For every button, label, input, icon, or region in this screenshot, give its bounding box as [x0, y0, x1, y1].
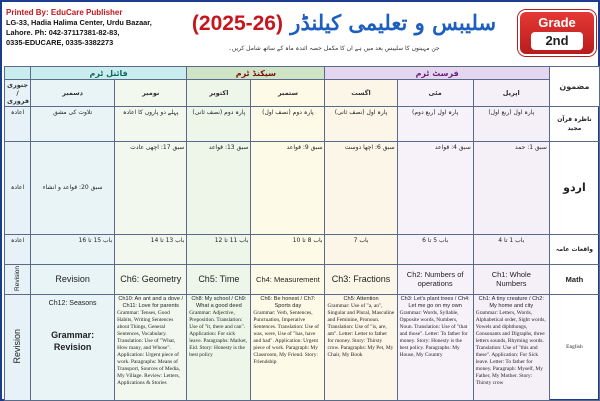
nazra-nov: پہلے دو پاروں کا اعادہ: [115, 107, 187, 141]
row-waqiat: [5, 234, 600, 264]
waqiat-nov: باب 13 تا 14: [115, 234, 187, 264]
month-may: مئی: [397, 80, 473, 107]
month-aug: اگست: [325, 80, 397, 107]
urdu-apr: سبق 1: حمد: [473, 141, 549, 234]
english-nov-chapter: Ch10: An ant and a dove / Ch11: Love for parents: [118, 295, 184, 309]
math-may: Ch2: Numbers of operations: [397, 264, 473, 294]
urdu-may: سبق 4: قواعد: [397, 141, 473, 234]
english-nov-body: Grammar: Tenses, Good Habits, Writing Sentences about Things, General Sentences, Vocabulary. Translation: Use of "What, How many, and Whose". Application: Urgent piece of work. Paragraphs: Means of Transport, Sources of Media, My Village. Review: Letters, Applications & Stories: [117, 309, 181, 386]
math-jan: [5, 264, 31, 294]
waqiat-dec: باب 15 تا 16: [31, 234, 115, 264]
english-oct-body: Grammar: Adjective, Preposition. Translation: Use of "it, there and can". Application: For sick leave. Paragraphs: Market, Eid. Story: Honesty is the best policy: [189, 309, 248, 358]
waqiat-apr: باب 1 تا 4: [473, 234, 549, 264]
month-sep: ستمبر: [251, 80, 325, 107]
urdu-sep: سبق 9: قواعد: [251, 141, 325, 234]
english-sep-body: Grammar: Verb, Sentences, Punctuation, Imperative Sentences. Translation: Use of was, were, Use of "has, have and had". Application: Urgent piece of work. Paragraph: My Classroom, My Friend. Story: Friendship: [253, 309, 319, 365]
publisher-info: [6, 8, 174, 48]
publisher-address-2: Lahore. Ph: 042-37117381-82-83,: [6, 28, 120, 37]
row-math: [5, 264, 600, 294]
math-nov: Ch6: Geometry: [115, 264, 187, 294]
publisher-title: Printed By: EduCare Publisher: [6, 8, 123, 17]
english-apr: [473, 294, 549, 400]
title-year: (2025-26): [191, 12, 283, 35]
subject-urdu: اردو: [549, 141, 599, 234]
english-sep: [251, 294, 325, 400]
english-revision-label: Revision: [12, 328, 23, 364]
month-apr: اپریل: [473, 80, 549, 107]
english-nov: [115, 294, 187, 400]
math-dec: Revision: [31, 264, 115, 294]
nazra-aug: پارہ اول (نصف ثانی): [325, 107, 397, 141]
row-urdu: [5, 141, 600, 234]
english-oct-chapter: Ch8: My school / Ch9: What a good deed: [191, 295, 247, 309]
english-aug: [325, 294, 397, 400]
english-aug-chapter: Ch5: Attention: [343, 295, 379, 302]
row-nazra: [5, 107, 600, 141]
urdu-aug: سبق 6: اچھا دوست: [325, 141, 397, 234]
publisher-address-1: LG-33, Hadia Halima Center, Urdu Bazaar,: [6, 18, 152, 27]
row-english: [5, 294, 600, 400]
math-sep: Ch4: Measurement: [251, 264, 325, 294]
subject-waqiat: واقعات عامہ: [549, 234, 599, 264]
subject-english: English: [549, 294, 599, 400]
subject-math: Math: [549, 264, 599, 294]
english-may-chapter: Ch3: Let's plant trees / Ch4: Let me go on my own: [400, 295, 470, 309]
english-dec: [31, 294, 115, 400]
page-title: [179, 7, 509, 41]
term-first: فرسٹ ٹرم: [325, 67, 549, 80]
math-revision-label: Revision: [14, 265, 22, 291]
grade-value: 2nd: [531, 32, 583, 50]
math-aug: Ch3: Fractions: [325, 264, 397, 294]
nazra-apr: پارہ اول (ربع اول): [473, 107, 549, 141]
waqiat-jan: اعادہ: [5, 234, 31, 264]
waqiat-sep: باب 8 تا 10: [251, 234, 325, 264]
english-may: [397, 294, 473, 400]
math-apr: Ch1: Whole Numbers: [473, 264, 549, 294]
english-aug-body: Grammar: Use of "a, an", Singular and Plural, Masculine and Feminine, Pronoun. Translation: Use of "is, are, am". Letter: Letter to father for money. Story: Thirsty crow. Paragraphs: My Pet, My Chair, My Book: [327, 302, 395, 358]
tagline: جن مہینوں کا سلیبس بعد میں ہے ان کا مکمل حصہ آئندہ ماہ کے ساتھ شامل کریں۔: [228, 45, 440, 52]
english-may-body: Grammar: Words, Syllable, Opposite words, Numbers, Noun. Translation: Use of "that and those". Letter: To father for money. Story: Honesty is the best policy. Paragraphs: My House, My Country: [399, 309, 468, 358]
english-oct: [187, 294, 251, 400]
english-dec-chapter: Ch12: Seasons: [48, 299, 97, 307]
math-oct: Ch5: Time: [187, 264, 251, 294]
grade-badge: [518, 10, 596, 56]
urdu-oct: سبق 13: قواعد: [187, 141, 251, 234]
waqiat-oct: باب 11 تا 12: [187, 234, 251, 264]
term-final: فائنل ٹرم: [31, 67, 187, 80]
nazra-may: پارہ اول (ربع دوم): [397, 107, 473, 141]
english-apr-chapter: Ch1: A tiny creature / Ch2: My home and city: [478, 295, 544, 309]
waqiat-may: باب 5 تا 6: [397, 234, 473, 264]
nazra-dec: تلاوت کی مشق: [31, 107, 115, 141]
publisher-address-3: 0335-EDUCARE, 0335-3382273: [6, 38, 114, 47]
nazra-jan: اعادہ: [5, 107, 31, 141]
title-urdu: سلیبس و تعلیمی کیلنڈر: [290, 10, 497, 35]
english-apr-body: Grammar: Letters, Words, Alphabetical order, Sight words, Vowels and diphthongs, Consonants and Digraphs, three letters sounds, Rhyming words. Translation: Use of "this and these". Application: For Sick leave. Letter: To father for money. Paragraph: Myself, My Father, My Mother. Story: Thirsty crow: [475, 309, 546, 386]
syllabus-table: [4, 66, 600, 401]
month-dec: دسمبر: [31, 80, 115, 107]
urdu-nov: سبق 17: اچھی عادت: [115, 141, 187, 234]
header: [4, 4, 600, 66]
subject-nazra: ناظرہ قرآن مجید: [549, 107, 599, 141]
english-dec-grammar: Grammar: Revision: [51, 329, 95, 352]
nazra-sep: پارہ دوم (نصف اول): [251, 107, 325, 141]
month-jan: جنوری / فروری: [5, 80, 31, 107]
urdu-dec: سبق 20: قواعد و انشاء: [31, 141, 115, 234]
grade-label: Grade: [538, 15, 576, 30]
subject-header: مضمون: [549, 67, 599, 107]
urdu-jan: اعادہ: [5, 141, 31, 234]
english-jan: [5, 294, 31, 400]
english-sep-chapter: Ch6: Be honest / Ch7: Sports day: [260, 295, 316, 309]
nazra-oct: پارہ دوم (نصف ثانی): [187, 107, 251, 141]
jan-header-blank: [5, 67, 31, 80]
waqiat-aug: باب 7: [325, 234, 397, 264]
month-nov: نومبر: [115, 80, 187, 107]
month-oct: اکتوبر: [187, 80, 251, 107]
term-second: سیکنڈ ٹرم: [187, 67, 325, 80]
